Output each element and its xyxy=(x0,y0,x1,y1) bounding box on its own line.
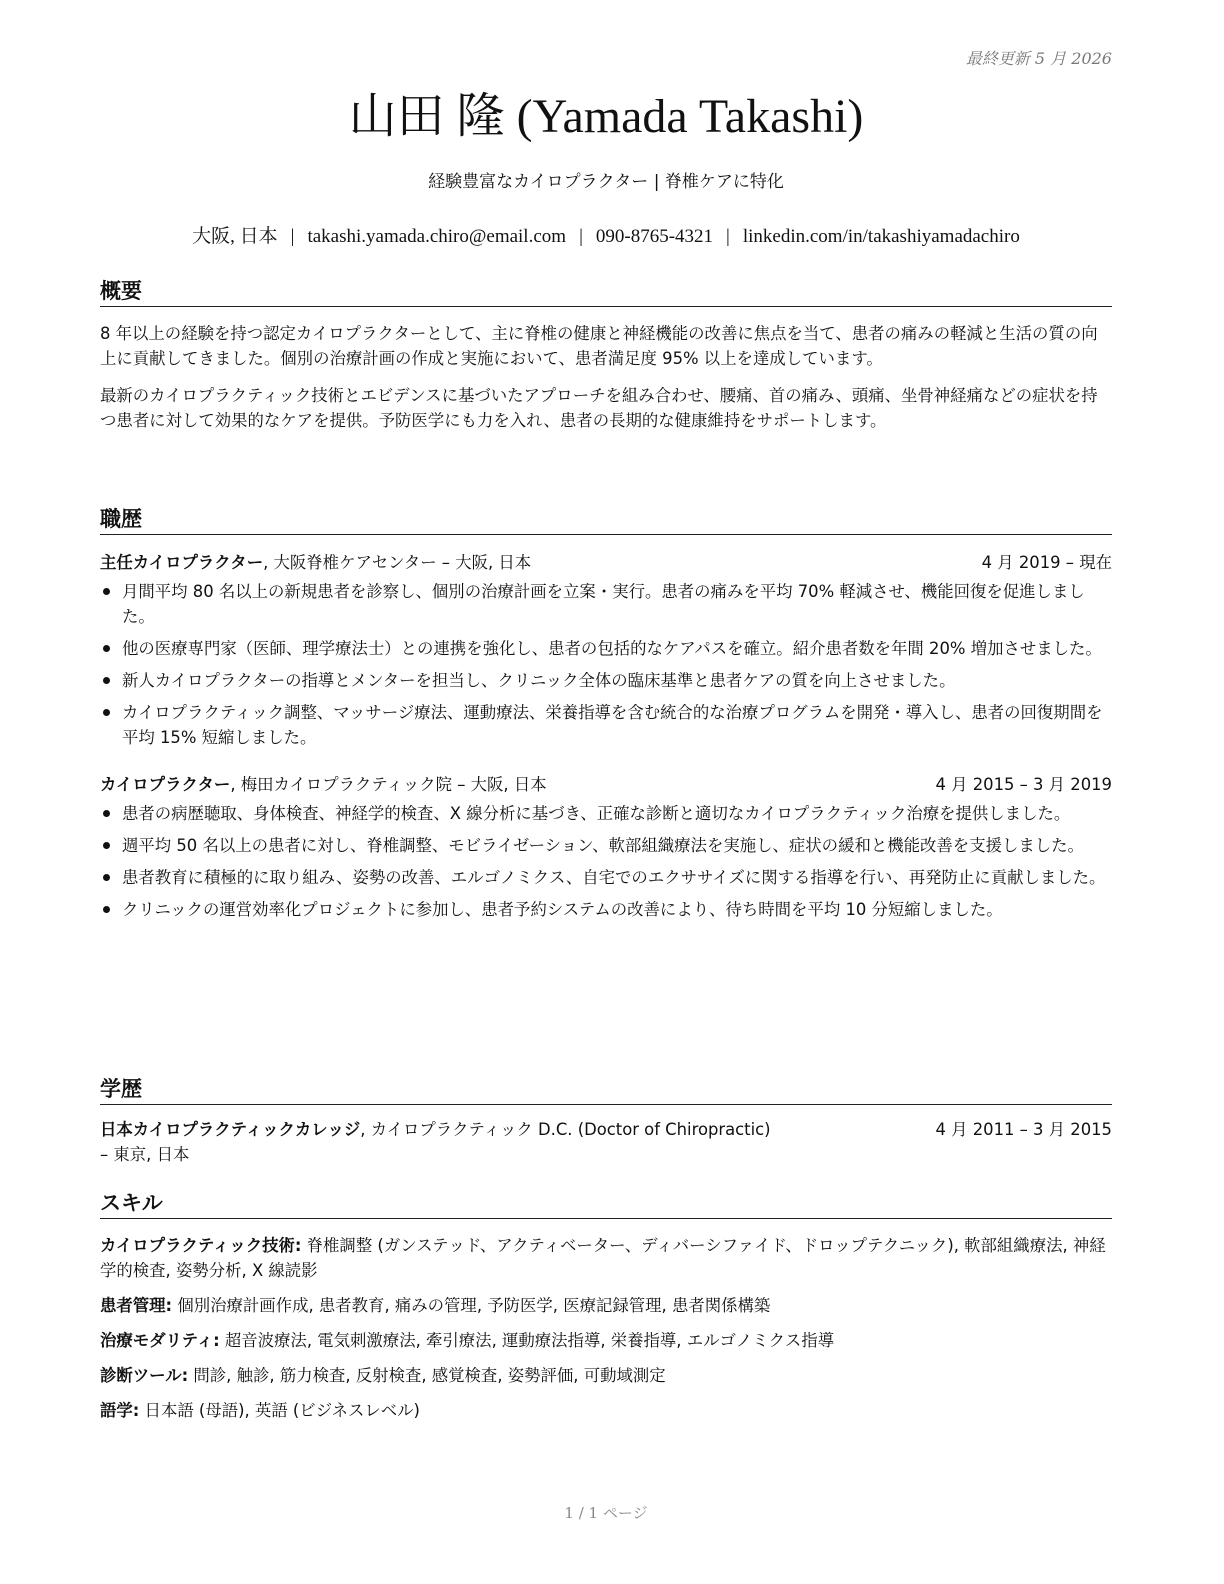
skill-value: 脊椎調整 (ガンステッド、アクティベーター、ディバーシファイド、ドロップテクニック), 軟部組織療法, 神経学的検査, 姿勢分析, X 線読影 xyxy=(100,1236,1106,1280)
education-heading: 学歴 xyxy=(100,1074,1112,1105)
skill-label: カイロプラクティック技術: xyxy=(100,1236,302,1255)
summary-heading: 概要 xyxy=(100,276,1112,307)
contact-separator: | xyxy=(290,226,295,247)
tagline: 経験豊富なカイロプラクター | 脊椎ケアに特化 xyxy=(428,172,784,192)
job-dates: 4 月 2019 – 現在 xyxy=(981,553,1112,572)
contact-separator: | xyxy=(726,226,730,247)
job-bullet: 新人カイロプラクターの指導とメンターを担当し、クリニック全体の臨床基準と患者ケアの質を向上させました。 xyxy=(100,668,1112,693)
skill-label: 語学: xyxy=(100,1401,140,1420)
contact-email[interactable]: takashi.yamada.chiro@email.com xyxy=(307,226,567,247)
summary-paragraph: 8 年以上の経験を持つ認定カイロプラクターとして、主に脊椎の健康と神経機能の改善に焦点を当て、患者の痛みの軽減と生活の質の向上に貢献してきました。個別の治療計画の作成と実施において、患者満足度 95% 以上を達成しています。 xyxy=(100,324,1098,368)
experience-section xyxy=(100,504,1112,922)
contact-phone[interactable]: 090-8765-4321 xyxy=(595,226,714,247)
education-dates: 4 月 2011 – 3 月 2015 xyxy=(935,1120,1112,1139)
contact-location: 大阪, 日本 xyxy=(192,226,278,247)
page-number: 1 / 1 ページ xyxy=(564,1504,648,1522)
job-bullet: カイロプラクティック調整、マッサージ療法、運動療法、栄養指導を含む統合的な治療プログラムを開発・導入し、患者の回復期間を平均 15% 短縮しました。 xyxy=(100,700,1112,750)
skill-label: 診断ツール: xyxy=(100,1366,189,1385)
skill-line xyxy=(100,1233,1112,1283)
education-section xyxy=(100,1074,1112,1167)
skill-value: 日本語 (母語), 英語 (ビジネスレベル) xyxy=(139,1401,420,1420)
job-dates: 4 月 2015 – 3 月 2019 xyxy=(935,775,1112,794)
school-location: – 東京, 日本 xyxy=(100,1145,190,1164)
education-entry xyxy=(100,1117,1112,1167)
experience-heading: 職歴 xyxy=(100,504,1112,535)
job-entry xyxy=(100,772,1112,922)
contact-line xyxy=(100,224,1112,250)
skill-label: 患者管理: xyxy=(100,1296,173,1315)
skill-line xyxy=(100,1328,1112,1353)
skills-heading: スキル xyxy=(100,1188,1112,1219)
skill-line xyxy=(100,1398,1112,1423)
last-updated: 最終更新 5 月 2026 xyxy=(965,49,1112,68)
skill-value: 問診, 触診, 筋力検査, 反射検査, 感覚検査, 姿勢評価, 可動域測定 xyxy=(188,1366,666,1385)
job-bullet: 患者教育に積極的に取り組み、姿勢の改善、エルゴノミクス、自宅でのエクササイズに関する指導を行い、再発防止に貢献しました。 xyxy=(100,865,1112,890)
degree: , カイロプラクティック D.C. (Doctor of Chiropractic) xyxy=(360,1120,771,1139)
school-name: 日本カイロプラクティックカレッジ xyxy=(100,1120,361,1139)
skill-line xyxy=(100,1363,1112,1388)
job-title: 主任カイロプラクター xyxy=(100,553,264,572)
skill-value: 超音波療法, 電気刺激療法, 牽引療法, 運動療法指導, 栄養指導, エルゴノミクス指導 xyxy=(219,1331,835,1350)
job-bullet: 患者の病歴聴取、身体検査、神経学的検査、X 線分析に基づき、正確な診断と適切なカイロプラクティック治療を提供しました。 xyxy=(100,801,1112,826)
job-header xyxy=(100,772,1112,797)
job-header xyxy=(100,550,1112,575)
candidate-name: 山田 隆 (Yamada Takashi) xyxy=(348,90,864,143)
contact-separator: | xyxy=(579,226,583,247)
job-bullet: 他の医療専門家（医師、理学療法士）との連携を強化し、患者の包括的なケアパスを確立。紹介患者数を年間 20% 増加させました。 xyxy=(100,636,1112,661)
skill-value: 個別治療計画作成, 患者教育, 痛みの管理, 予防医学, 医療記録管理, 患者関係構築 xyxy=(172,1296,771,1315)
job-org: , 梅田カイロプラクティック院 – 大阪, 日本 xyxy=(230,775,547,794)
job-bullet: クリニックの運営効率化プロジェクトに参加し、患者予約システムの改善により、待ち時間を平均 10 分短縮しました。 xyxy=(100,897,1112,922)
summary-paragraph: 最新のカイロプラクティック技術とエビデンスに基づいたアプローチを組み合わせ、腰痛、首の痛み、頭痛、坐骨神経痛などの症状を持つ患者に対して効果的なケアを提供。予防医学にも力を入れ、患者の長期的な健康維持をサポートします。 xyxy=(100,386,1098,430)
job-title: カイロプラクター xyxy=(100,775,231,794)
job-bullet: 月間平均 80 名以上の新規患者を診察し、個別の治療計画を立案・実行。患者の痛みを平均 70% 軽減させ、機能回復を促進しました。 xyxy=(100,579,1112,629)
job-bullet: 週平均 50 名以上の患者に対し、脊椎調整、モビライゼーション、軟部組織療法を実施し、症状の緩和と機能改善を支援しました。 xyxy=(100,833,1112,858)
job-entry xyxy=(100,550,1112,750)
job-org: , 大阪脊椎ケアセンター – 大阪, 日本 xyxy=(263,553,532,572)
skill-line xyxy=(100,1293,1112,1318)
skill-label: 治療モダリティ: xyxy=(100,1331,220,1350)
skills-section xyxy=(100,1188,1112,1423)
contact-linkedin[interactable]: linkedin.com/in/takashiyamadachiro xyxy=(742,226,1020,247)
resume-page xyxy=(100,0,1112,1584)
summary-section xyxy=(100,276,1112,433)
